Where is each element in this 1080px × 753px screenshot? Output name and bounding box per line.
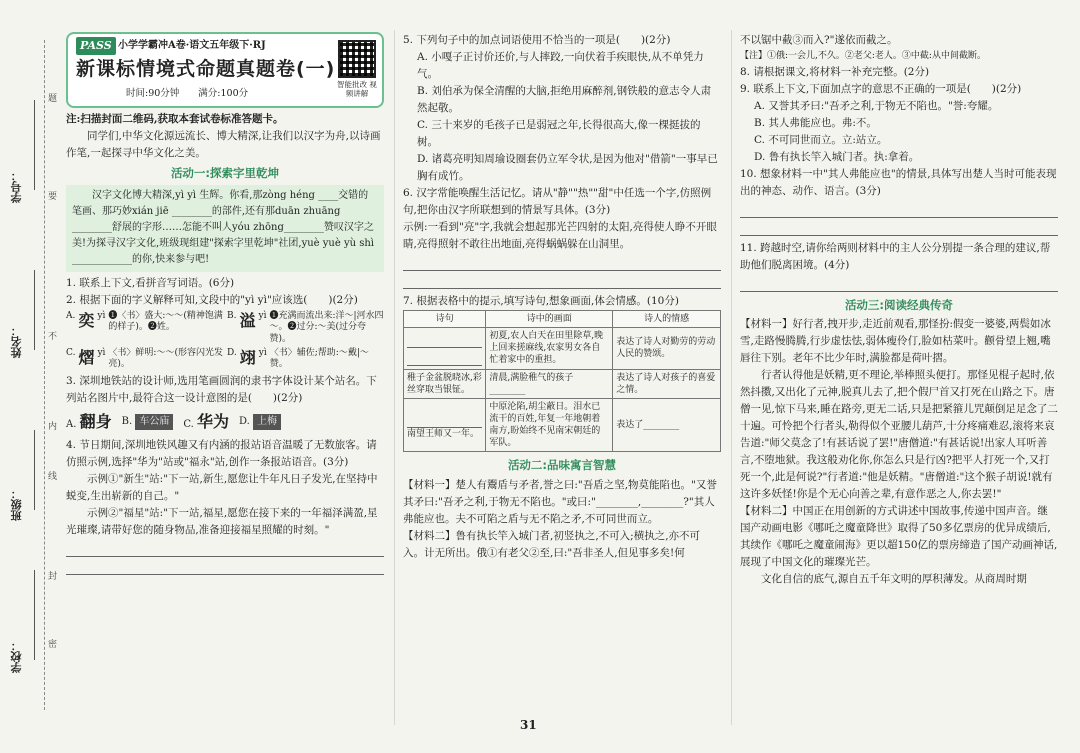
- binding-margin: [0, 0, 62, 753]
- q3-option-a[interactable]: [66, 409, 112, 435]
- feeling-cell: 表达了诗人对孩子的喜爱之情。: [613, 369, 721, 398]
- question-3: 3. 深圳地铁站的设计师,选用笔画圆润的隶书字体设计某个站名。下列站名图片中,最符合这一设计意图的是( )(2分): [66, 375, 377, 404]
- material-2-continued: 不以锯中截③而入?"遂依而截之。: [740, 34, 898, 46]
- table-header: 诗句: [404, 311, 486, 328]
- question-2: 2. 根据下面的字义解释可知,文段中的"yì yì"应该选( )(2分): [66, 293, 358, 306]
- series-title: 小学学霸冲A卷·语文五年级下·RJ: [118, 40, 266, 51]
- option-letter: A.: [66, 419, 77, 430]
- option-letter: D.: [239, 415, 250, 427]
- option-letter: C.: [66, 347, 76, 358]
- brand-logo: PASS: [76, 37, 116, 55]
- q9-option-c[interactable]: C. 不可同世而立。立:站立。: [754, 133, 888, 146]
- activity-3-title: 活动三:阅读经典传奇: [844, 297, 954, 312]
- intro-text: 同学们,中华文化源远流长、博大精深,让我们以汉字为舟,以诗画作笔,一起探寻中华文化之美。: [66, 130, 381, 159]
- option-def: 〈书〉辅佐;帮助:～戴|～赞。: [269, 347, 369, 370]
- seal-char: 内: [48, 420, 57, 435]
- option-letter: B.: [121, 415, 133, 427]
- option-char: 翊: [239, 347, 256, 367]
- q5-option-b[interactable]: B. 刘伯承为保全清醒的大脑,拒绝用麻醉剂,钢铁般的意志令人肃然起敬。: [417, 85, 712, 114]
- class-label: 班级：: [10, 488, 23, 521]
- q6-example: 示例:一看到"亮"字,我就会想起那光芒四射的太阳,亮得使人睁不开眼睛,亮得照射不敢往出地面,亮得蜗蜗躲在山洞里。: [403, 221, 717, 250]
- seal-char: 要: [48, 190, 57, 205]
- answer-line[interactable]: [407, 348, 482, 366]
- q4-example-2: 示例②"福星"站:"下一站,福星,愿您在接下来的一年福泽满盈,星光璀璨,请带好您的随身物品,准备迎接福星照耀的时刻。": [66, 506, 378, 536]
- seal-char: 密: [48, 638, 57, 653]
- table-row: [404, 328, 721, 369]
- q3-option-d[interactable]: [239, 414, 281, 430]
- answer-line[interactable]: [403, 271, 721, 289]
- feeling-cell: 表达了诗人对勤劳的劳动人民的赞颂。: [613, 328, 721, 369]
- seal-char: 封: [48, 570, 57, 585]
- column-2: [403, 32, 721, 562]
- poem-table: [403, 310, 721, 452]
- station-sign: 车公庙: [135, 414, 173, 430]
- student-number-line[interactable]: [34, 100, 35, 190]
- answer-line[interactable]: [403, 253, 721, 271]
- option-char: 熠: [78, 347, 95, 367]
- material-2: 【材料二】鲁有执长竿入城门者,初竖执之,不可入;横执之,亦不可入。计无所出。俄①有老父②至,曰:"吾非圣人,但见事多矣!何: [403, 530, 701, 560]
- poem-cell[interactable]: [404, 328, 486, 369]
- qr-code-icon[interactable]: [338, 40, 376, 78]
- seal-char: 题: [48, 92, 57, 107]
- q9-option-b[interactable]: B. 其人弗能应也。弗:不。: [754, 116, 877, 129]
- question-7: 7. 根据表格中的提示,填写诗句,想象画面,体会情感。(10分): [403, 295, 679, 307]
- name-label: 姓名：: [10, 325, 23, 358]
- annotation-notes: 【注】①俄:一会儿,不久。②老父:老人。③中截:从中间截断。: [740, 51, 986, 61]
- question-1: 1. 联系上下文,看拼音写词语。(6分): [66, 276, 235, 289]
- q9-option-a[interactable]: A. 又誉其矛曰:"吾矛之利,于物无不陷也。"誉:夸耀。: [754, 99, 999, 112]
- passage-box: [66, 185, 384, 272]
- q5-option-a[interactable]: A. 小嘎子正讨价还价,与人摔跤,一向伏着手疾眼快,从不单凭力气。: [417, 51, 704, 80]
- q5-option-d[interactable]: D. 诸葛亮明知周瑜设圈套仍立军令状,是因为他对"借箭"一事早已胸有成竹。: [417, 153, 718, 182]
- scene-cell: 中原沦陷,胡尘蔽日。泪水已流干的百姓,年复一年地朝着南方,盼始终不见南宋朝廷的军队。: [486, 398, 613, 452]
- notice: 注:扫描封面二维码,获取本套试卷标准答题卡。: [66, 113, 284, 125]
- q2-option-b[interactable]: [227, 311, 384, 346]
- option-py: yì: [97, 310, 106, 321]
- q5-option-c[interactable]: C. 三十来岁的毛孩子已是弱冠之年,长得很高大,像一棵挺拔的树。: [417, 119, 701, 148]
- activity-1-title: 活动一:探索字里乾坤: [170, 166, 280, 180]
- column-3: [740, 32, 1058, 588]
- qr-caption: 智能批改 视频讲解: [337, 80, 377, 98]
- answer-line[interactable]: [66, 557, 384, 575]
- table-header: 诗中的画面: [486, 311, 613, 328]
- reading-material-1: 【材料一】好行者,拽开步,走近前观看,那怪扮:假变一婆婆,两鬓如冰雪,走路慢腾腾,行步虚怯怯,弱体瘦伶仃,脸如枯菜叶。颧骨望上翘,嘴唇往下别。老年不比少年时,满脸都是荷叶摺。: [740, 318, 1051, 365]
- q2-options-row: [66, 348, 384, 371]
- option-def: 〈书〉鲜明:～～(形容闪光发亮)。: [108, 347, 223, 370]
- question-6: 6. 汉字常能唤醒生活记忆。请从"静""热""甜"中任选一个字,仿照例句,把你由汉字所联想到的情景写具体。(3分): [403, 187, 712, 216]
- option-letter: A.: [66, 310, 76, 321]
- table-header-row: [404, 311, 721, 328]
- option-def: ❶充满而流出来:洋～|河水四～。❷过分:～美(过分夸赞)。: [269, 310, 384, 344]
- option-def: ❶〈书〉盛大:～～(精神饱满的样子)。❷姓。: [108, 310, 223, 333]
- class-line[interactable]: [34, 430, 35, 510]
- reading-material-2: 【材料二】中国正在用创新的方式讲述中国故事,传递中国声音。继国产动画电影《哪吒之魔童降世》取得了50多亿票房的优异成绩后,其续作《哪吒之魔童闹海》更以超150亿的票房缔造了国产动画神话,展现了中国文化的璀璨光芒。: [740, 505, 1058, 569]
- reading-material-2-cont: 文化自信的底气,源自五千年文明的厚积薄发。从商周时期: [761, 573, 1027, 586]
- q2-option-a[interactable]: [66, 311, 223, 346]
- student-number-label: 学号：: [10, 170, 23, 203]
- exam-meta: 时间:90分钟 满分:100分: [126, 88, 249, 99]
- question-11: 11. 跨越时空,请你给两则材料中的主人公分别提一条合理的建议,帮助他们脱离困境。(4分): [740, 241, 1051, 271]
- answer-line[interactable]: [740, 274, 1058, 292]
- q2-option-d[interactable]: [227, 348, 384, 371]
- q3-options: [66, 409, 384, 435]
- question-9: 9. 联系上下文,下面加点字的意思不正确的一项是( )(2分): [740, 82, 1022, 95]
- station-sign: 翻身: [79, 412, 112, 431]
- answer-line[interactable]: [66, 539, 384, 557]
- scene-cell[interactable]: 清晨,满脸稚气的孩子________: [486, 369, 613, 398]
- table-row: [404, 398, 721, 452]
- page-number: 31: [520, 718, 537, 732]
- seal-line: [44, 40, 45, 710]
- table-row: [404, 369, 721, 398]
- exam-header: [66, 32, 384, 108]
- poem-cell[interactable]: [404, 398, 486, 452]
- school-line[interactable]: [34, 570, 35, 660]
- column-divider: [731, 30, 732, 725]
- column-1: [66, 32, 384, 575]
- question-4: 4. 节日期间,深圳地铁风趣又有内涵的报站语音温暖了无数旅客。请仿照示例,选择"华为"站或"福永"站,创作一条报站语音。(3分): [66, 438, 377, 468]
- answer-line[interactable]: [407, 410, 482, 428]
- feeling-cell[interactable]: 表达了________: [613, 398, 721, 452]
- option-letter: C.: [183, 419, 194, 430]
- q9-option-d[interactable]: D. 鲁有执长竿入城门者。执:拿着。: [754, 150, 920, 163]
- question-10: 10. 想象材料一中"其人弗能应也"的情景,具体写出楚人当时可能表现出的神态、动作、语言。(3分): [740, 167, 1057, 197]
- question-8: 8. 请根据课文,将材料一补充完整。(2分): [740, 65, 930, 78]
- option-py: yì: [97, 347, 106, 358]
- q3-option-b[interactable]: [122, 414, 174, 430]
- q2-options-row: [66, 311, 384, 346]
- seal-char: 线: [48, 470, 57, 485]
- option-py: yì: [258, 347, 267, 358]
- page-title: 新课标情境式命题真题卷(一): [76, 58, 336, 80]
- column-divider: [394, 30, 395, 725]
- option-char: 奕: [78, 310, 95, 330]
- material-1: 【材料一】楚人有鬻盾与矛者,誉之曰:"吾盾之坚,物莫能陷也。"又誉其矛曰:"吾矛之利,于物无不陷也。"或曰:"________,________?"其人弗能应也。夫不可陷之盾与无不陷之矛,不可同世而立。: [403, 479, 717, 526]
- q4-example-1: 示例①"新生"站:"下一站,新生,愿您让牛年凡日子发光,在坚持中蜕变,生出崭新的自己。": [66, 472, 378, 502]
- option-py: yì: [258, 310, 267, 321]
- question-5: 5. 下列句子中的加点词语使用不恰当的一项是( )(2分): [403, 34, 671, 46]
- q3-option-c[interactable]: [183, 409, 229, 435]
- answer-line[interactable]: [407, 330, 482, 348]
- poem-cell: 稚子金盆脱晓冰,彩丝穿取当银钲。: [404, 369, 486, 398]
- answer-line[interactable]: [740, 200, 1058, 218]
- name-line[interactable]: [34, 270, 35, 350]
- option-letter: B.: [227, 310, 237, 321]
- station-sign: 上梅: [253, 414, 281, 430]
- passage-text: 汉字文化博大精深,yì yì 生辉。你看,那zòng héng ____交错的笔画、那巧妙xián jiē ________的部件,还有那duān zhuāng ________舒展的字形……怎能不叫人yóu zhōng________赞叹汉字之美!为探寻汉字文化,班级现组建"探索字里乾坤"社团,yuè yuè yù shì ____________的你,快来参与吧!: [72, 189, 374, 266]
- answer-line[interactable]: [740, 218, 1058, 236]
- seal-char: 不: [48, 330, 57, 345]
- option-letter: D.: [227, 347, 237, 358]
- poem-fragment: 南望王师又一年。: [407, 429, 480, 440]
- activity-2-title: 活动二:品味寓言智慧: [507, 458, 617, 473]
- option-char: 溢: [239, 310, 256, 330]
- table-header: 诗人的情感: [613, 311, 721, 328]
- station-sign: 华为: [197, 412, 230, 431]
- school-label: 学校：: [10, 640, 23, 673]
- reading-material-1-cont: 行者认得他是妖精,更不理论,举棒照头便打。那怪见棍子起时,依然抖擞,又出化了元神,脱真儿去了,把个假尸首又打死在山路之下。唐僧一见,惊下马来,睡在路旁,更无二话,只是把紧箍儿咒颠倒足足念了二十遍。可怜把个行者头,勒得似个亚腰儿葫芦,十分疼痛难忍,滚将来哀告道:"师父莫念了!有甚话说了罢!"唐僧道:"有甚话说!出家人耳听善言,不堕地狱。我这般劝化你,你怎么只是行凶?把平人打死一个,又打死一个,此是何说?"行者道:"他是妖精。"唐僧道:"这个猴子胡说!就有这许多妖怪!你是个无心向善之辈,有意作恶之人,你去罢!": [740, 369, 1058, 501]
- scene-cell: 初夏,农人白天在田里除草,晚上回来搓麻线,农家男女各自忙着家中的重担。: [486, 328, 613, 369]
- q2-option-c[interactable]: [66, 348, 223, 371]
